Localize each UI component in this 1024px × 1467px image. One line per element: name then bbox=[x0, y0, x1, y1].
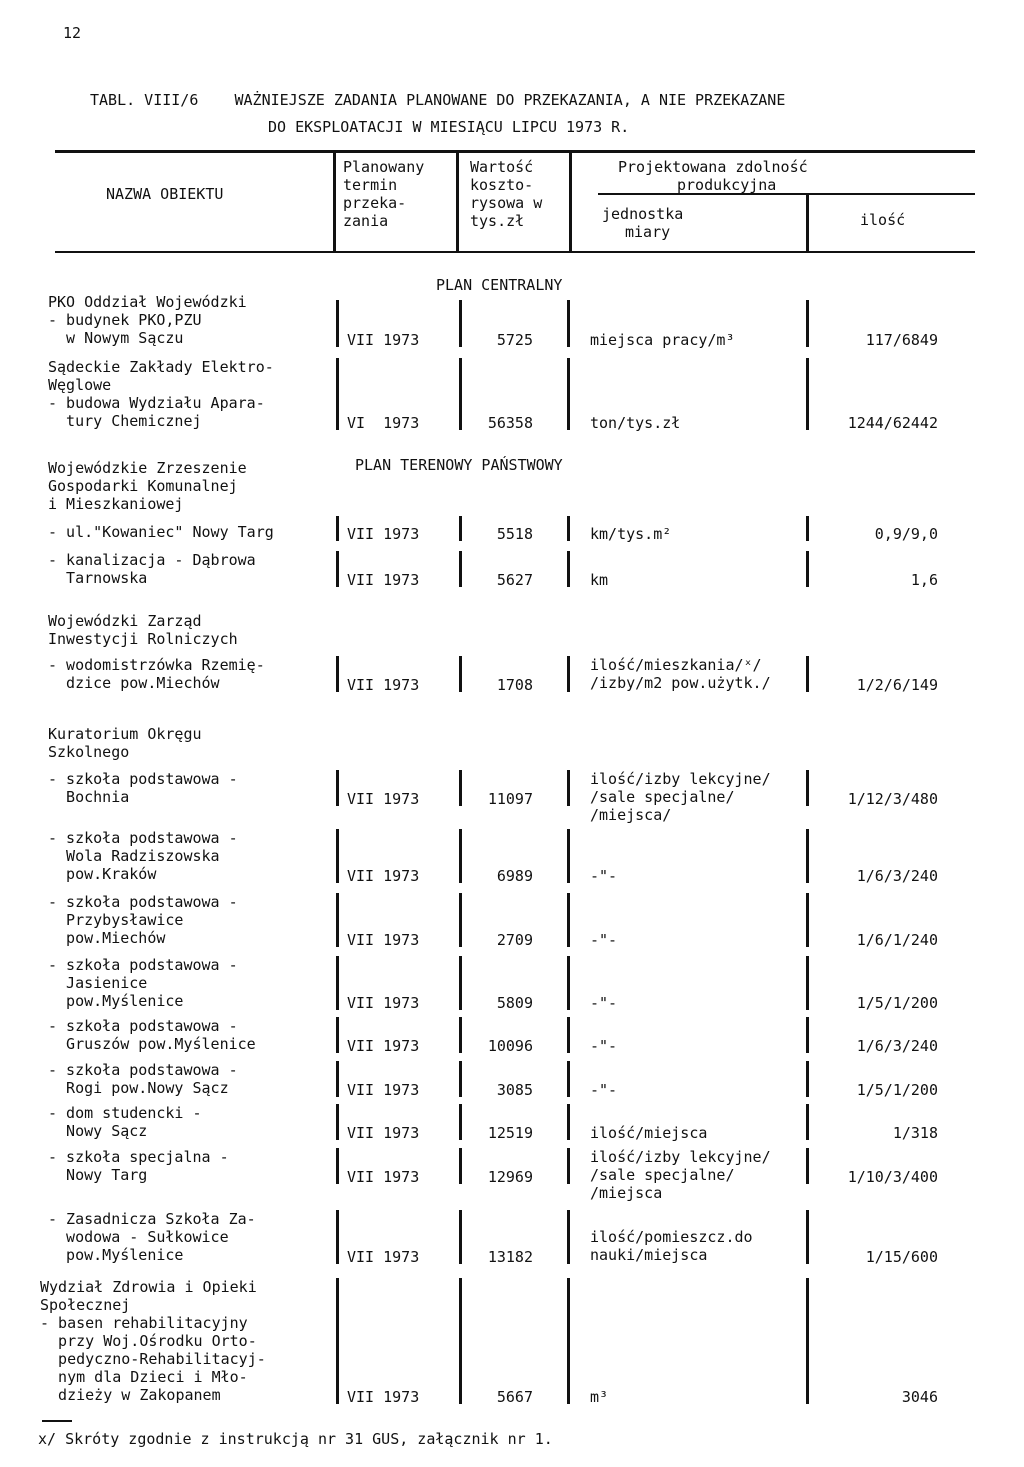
planned-term: VII 1973 bbox=[347, 1124, 420, 1142]
unit-of-measure: -"- bbox=[590, 1081, 618, 1099]
capacity-quantity: 1/6/1/240 bbox=[856, 931, 938, 949]
object-name-line: Węglowe bbox=[48, 376, 112, 394]
header-term-3: przeka- bbox=[343, 194, 407, 212]
column-rule bbox=[567, 358, 570, 430]
object-name-line: - szkoła podstawowa - bbox=[48, 770, 238, 788]
header-bottom-rule bbox=[55, 251, 975, 253]
cost-value: 6989 bbox=[496, 867, 533, 885]
cost-value: 5667 bbox=[496, 1388, 533, 1406]
unit-of-measure: /miejsca/ bbox=[590, 806, 672, 824]
column-rule bbox=[459, 1104, 462, 1140]
column-rule bbox=[336, 1278, 339, 1404]
cost-value: 5725 bbox=[496, 331, 533, 349]
cost-value: 11097 bbox=[487, 790, 533, 808]
object-name-line: - szkoła podstawowa - bbox=[48, 829, 238, 847]
object-name-line: Rogi pow.Nowy Sącz bbox=[48, 1079, 229, 1097]
table-title-line1: TABL. VIII/6 WAŻNIEJSZE ZADANIA PLANOWANE DO PRZEKAZANIA, A NIE PRZEKAZANE bbox=[90, 91, 786, 109]
planned-term: VII 1973 bbox=[347, 1037, 420, 1055]
header-capacity-rule bbox=[598, 193, 975, 195]
column-rule bbox=[459, 656, 462, 692]
unit-of-measure: /sale specjalne/ bbox=[590, 788, 735, 806]
column-rule bbox=[336, 770, 339, 806]
capacity-quantity: 1/15/600 bbox=[865, 1248, 938, 1266]
column-rule bbox=[459, 551, 462, 587]
unit-of-measure: -"- bbox=[590, 867, 618, 885]
header-cost-4: tys.zł bbox=[470, 212, 525, 230]
column-rule bbox=[336, 1104, 339, 1140]
unit-of-measure: /sale specjalne/ bbox=[590, 1166, 735, 1184]
column-rule bbox=[336, 893, 339, 947]
table-title-line2: DO EKSPLOATACJI W MIESIĄCU LIPCU 1973 R. bbox=[268, 118, 630, 136]
column-rule bbox=[459, 300, 462, 347]
object-name-line: PKO Oddział Wojewódzki bbox=[48, 293, 247, 311]
column-rule bbox=[336, 516, 339, 541]
plan-section-label: PLAN CENTRALNY bbox=[436, 276, 563, 294]
planned-term: VII 1973 bbox=[347, 994, 420, 1012]
plan-section-label: PLAN TERENOWY PAŃSTWOWY bbox=[355, 456, 563, 474]
planned-term: VII 1973 bbox=[347, 867, 420, 885]
object-name-line: Sądeckie Zakłady Elektro- bbox=[48, 358, 274, 376]
planned-term: VII 1973 bbox=[347, 931, 420, 949]
planned-term: VII 1973 bbox=[347, 790, 420, 808]
header-unit-2: miary bbox=[625, 223, 671, 241]
capacity-quantity: 1/5/1/200 bbox=[856, 1081, 938, 1099]
object-name-line: pedyczno-Rehabilitacyj- bbox=[40, 1350, 266, 1368]
planned-term: VII 1973 bbox=[347, 571, 420, 589]
cost-value: 5518 bbox=[496, 525, 533, 543]
unit-of-measure: ilość/pomieszcz.do bbox=[590, 1228, 753, 1246]
unit-of-measure: miejsca pracy/m³ bbox=[590, 331, 735, 349]
planned-term: VII 1973 bbox=[347, 331, 420, 349]
planned-term: VII 1973 bbox=[347, 1248, 420, 1266]
column-rule bbox=[806, 551, 809, 587]
capacity-quantity: 1/6/3/240 bbox=[856, 867, 938, 885]
header-divider-2 bbox=[456, 152, 459, 251]
object-name-line: - szkoła specjalna - bbox=[48, 1148, 229, 1166]
column-rule bbox=[806, 829, 809, 883]
column-rule bbox=[806, 516, 809, 541]
column-rule bbox=[806, 956, 809, 1010]
column-rule bbox=[459, 893, 462, 947]
object-name-line: pow.Myślenice bbox=[48, 1246, 184, 1264]
header-divider-4 bbox=[806, 195, 809, 251]
cost-value: 1708 bbox=[496, 676, 533, 694]
column-rule bbox=[567, 770, 570, 806]
object-name-line: pow.Myślenice bbox=[48, 992, 184, 1010]
unit-of-measure: km bbox=[590, 571, 609, 589]
column-rule bbox=[806, 656, 809, 692]
column-rule bbox=[567, 300, 570, 347]
column-rule bbox=[806, 1148, 809, 1184]
column-rule bbox=[567, 893, 570, 947]
capacity-quantity: 1/6/3/240 bbox=[856, 1037, 938, 1055]
unit-of-measure: ilość/miejsca bbox=[590, 1124, 708, 1142]
cost-value: 5627 bbox=[496, 571, 533, 589]
object-name-line: Przybysławice bbox=[48, 911, 184, 929]
object-name-line: - wodomistrzówka Rzemię- bbox=[48, 656, 265, 674]
column-rule bbox=[806, 1061, 809, 1097]
header-term-2: termin bbox=[343, 176, 398, 194]
header-term-1: Planowany bbox=[343, 158, 425, 176]
header-term-4: zania bbox=[343, 212, 389, 230]
column-rule bbox=[567, 1061, 570, 1097]
column-rule bbox=[567, 956, 570, 1010]
cost-value: 12969 bbox=[487, 1168, 533, 1186]
organization-name: i Mieszkaniowej bbox=[48, 495, 184, 513]
column-rule bbox=[567, 656, 570, 692]
header-divider-3 bbox=[569, 152, 572, 251]
header-top-rule bbox=[55, 150, 975, 153]
cost-value: 5809 bbox=[496, 994, 533, 1012]
column-rule bbox=[336, 656, 339, 692]
header-divider-1 bbox=[333, 152, 336, 251]
column-rule bbox=[336, 551, 339, 587]
column-rule bbox=[459, 956, 462, 1010]
object-name-line: - Zasadnicza Szkoła Za- bbox=[48, 1210, 256, 1228]
planned-term: VI 1973 bbox=[347, 414, 420, 432]
column-rule bbox=[459, 1061, 462, 1097]
object-name-line: Bochnia bbox=[48, 788, 130, 806]
planned-term: VII 1973 bbox=[347, 525, 420, 543]
unit-of-measure: /izby/m2 pow.użytk./ bbox=[590, 674, 771, 692]
object-name-line: - szkoła podstawowa - bbox=[48, 956, 238, 974]
footnote-rule bbox=[42, 1420, 72, 1422]
column-rule bbox=[806, 1210, 809, 1264]
object-name-line: tury Chemicznej bbox=[48, 412, 202, 430]
unit-of-measure: -"- bbox=[590, 931, 618, 949]
header-name: NAZWA OBIEKTU bbox=[106, 185, 224, 203]
organization-name: Wojewódzkie Zrzeszenie bbox=[48, 459, 247, 477]
column-rule bbox=[459, 1278, 462, 1404]
object-name-line: dzice pow.Miechów bbox=[48, 674, 220, 692]
organization-name: Gospodarki Komunalnej bbox=[48, 477, 238, 495]
cost-value: 2709 bbox=[496, 931, 533, 949]
header-capacity-1: Projektowana zdolność bbox=[618, 158, 808, 176]
cost-value: 13182 bbox=[487, 1248, 533, 1266]
unit-of-measure: ilość/izby lekcyjne/ bbox=[590, 770, 771, 788]
column-rule bbox=[806, 1017, 809, 1053]
capacity-quantity: 1/2/6/149 bbox=[856, 676, 938, 694]
unit-of-measure: ilość/izby lekcyjne/ bbox=[590, 1148, 771, 1166]
cost-value: 3085 bbox=[496, 1081, 533, 1099]
object-name-line: Społecznej bbox=[40, 1296, 131, 1314]
header-unit-1: jednostka bbox=[602, 205, 684, 223]
unit-of-measure: ilość/mieszkania/ˣ/ bbox=[590, 656, 762, 674]
unit-of-measure: -"- bbox=[590, 994, 618, 1012]
object-name-line: Wola Radziszowska bbox=[48, 847, 220, 865]
object-name-line: wodowa - Sułkowice bbox=[48, 1228, 229, 1246]
object-name-line: - kanalizacja - Dąbrowa bbox=[48, 551, 256, 569]
planned-term: VII 1973 bbox=[347, 1388, 420, 1406]
object-name-line: - ul."Kowaniec" Nowy Targ bbox=[48, 523, 274, 541]
header-cost-3: rysowa w bbox=[470, 194, 543, 212]
object-name-line: - szkoła podstawowa - bbox=[48, 1017, 238, 1035]
unit-of-measure: nauki/miejsca bbox=[590, 1246, 708, 1264]
capacity-quantity: 0,9/9,0 bbox=[874, 525, 938, 543]
column-rule bbox=[806, 1104, 809, 1140]
cost-value: 12519 bbox=[487, 1124, 533, 1142]
object-name-line: Nowy Targ bbox=[48, 1166, 148, 1184]
column-rule bbox=[459, 1148, 462, 1184]
column-rule bbox=[567, 829, 570, 883]
object-name-line: - budynek PKO,PZU bbox=[48, 311, 202, 329]
object-name-line: nym dla Dzieci i Mło- bbox=[40, 1368, 248, 1386]
capacity-quantity: 3046 bbox=[901, 1388, 938, 1406]
header-qty: ilość bbox=[860, 211, 906, 229]
capacity-quantity: 1244/62442 bbox=[847, 414, 938, 432]
column-rule bbox=[336, 1017, 339, 1053]
header-capacity-2: produkcyjna bbox=[677, 176, 777, 194]
organization-name: Wojewódzki Zarząd bbox=[48, 612, 202, 630]
object-name-line: Tarnowska bbox=[48, 569, 148, 587]
column-rule bbox=[567, 1148, 570, 1184]
column-rule bbox=[806, 300, 809, 347]
column-rule bbox=[459, 516, 462, 541]
header-cost-1: Wartość bbox=[470, 158, 534, 176]
object-name-line: - basen rehabilitacyjny bbox=[40, 1314, 248, 1332]
header-cost-2: koszto- bbox=[470, 176, 534, 194]
column-rule bbox=[336, 956, 339, 1010]
unit-of-measure: ton/tys.zł bbox=[590, 414, 681, 432]
object-name-line: Wydział Zdrowia i Opieki bbox=[40, 1278, 257, 1296]
column-rule bbox=[459, 770, 462, 806]
object-name-line: - szkoła podstawowa - bbox=[48, 1061, 238, 1079]
column-rule bbox=[806, 1278, 809, 1404]
object-name-line: - dom studencki - bbox=[48, 1104, 202, 1122]
planned-term: VII 1973 bbox=[347, 1081, 420, 1099]
column-rule bbox=[806, 770, 809, 806]
footnote: x/ Skróty zgodnie z instrukcją nr 31 GUS, załącznik nr 1. bbox=[38, 1430, 553, 1448]
column-rule bbox=[806, 893, 809, 947]
column-rule bbox=[459, 1017, 462, 1053]
column-rule bbox=[459, 1210, 462, 1264]
column-rule bbox=[567, 551, 570, 587]
unit-of-measure: /miejsca bbox=[590, 1184, 663, 1202]
planned-term: VII 1973 bbox=[347, 1168, 420, 1186]
column-rule bbox=[567, 1278, 570, 1404]
object-name-line: w Nowym Sączu bbox=[48, 329, 184, 347]
object-name-line: pow.Kraków bbox=[48, 865, 157, 883]
planned-term: VII 1973 bbox=[347, 676, 420, 694]
object-name-line: - budowa Wydziału Apara- bbox=[48, 394, 265, 412]
column-rule bbox=[336, 358, 339, 430]
object-name-line: - szkoła podstawowa - bbox=[48, 893, 238, 911]
capacity-quantity: 1,6 bbox=[910, 571, 938, 589]
organization-name: Kuratorium Okręgu bbox=[48, 725, 202, 743]
unit-of-measure: km/tys.m² bbox=[590, 525, 672, 543]
cost-value: 10096 bbox=[487, 1037, 533, 1055]
column-rule bbox=[806, 358, 809, 430]
column-rule bbox=[459, 829, 462, 883]
page-number: 12 bbox=[63, 24, 82, 42]
object-name-line: Nowy Sącz bbox=[48, 1122, 148, 1140]
column-rule bbox=[567, 1210, 570, 1264]
object-name-line: pow.Miechów bbox=[48, 929, 166, 947]
object-name-line: przy Woj.Ośrodku Orto- bbox=[40, 1332, 257, 1350]
organization-name: Inwestycji Rolniczych bbox=[48, 630, 238, 648]
capacity-quantity: 1/318 bbox=[892, 1124, 938, 1142]
column-rule bbox=[459, 358, 462, 430]
object-name-line: dzieży w Zakopanem bbox=[40, 1386, 221, 1404]
capacity-quantity: 1/12/3/480 bbox=[847, 790, 938, 808]
column-rule bbox=[567, 516, 570, 541]
capacity-quantity: 117/6849 bbox=[865, 331, 938, 349]
cost-value: 56358 bbox=[487, 414, 533, 432]
unit-of-measure: m³ bbox=[590, 1388, 609, 1406]
column-rule bbox=[336, 1061, 339, 1097]
capacity-quantity: 1/5/1/200 bbox=[856, 994, 938, 1012]
unit-of-measure: -"- bbox=[590, 1037, 618, 1055]
column-rule bbox=[336, 1210, 339, 1264]
column-rule bbox=[567, 1104, 570, 1140]
capacity-quantity: 1/10/3/400 bbox=[847, 1168, 938, 1186]
organization-name: Szkolnego bbox=[48, 743, 130, 761]
column-rule bbox=[336, 829, 339, 883]
column-rule bbox=[336, 1148, 339, 1184]
column-rule bbox=[336, 300, 339, 347]
column-rule bbox=[567, 1017, 570, 1053]
object-name-line: Jasienice bbox=[48, 974, 148, 992]
object-name-line: Gruszów pow.Myślenice bbox=[48, 1035, 256, 1053]
